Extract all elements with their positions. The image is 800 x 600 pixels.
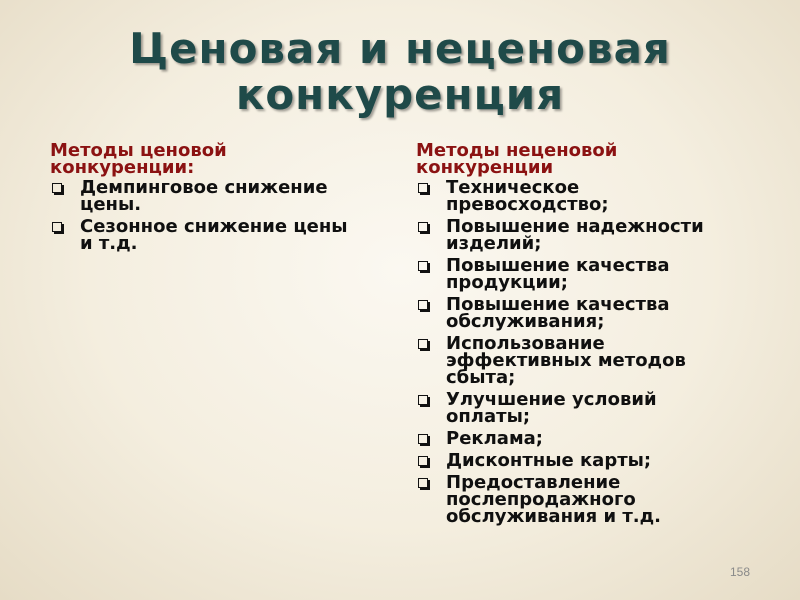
list-item-line: продукции;	[446, 272, 568, 293]
nonprice-methods-heading	[416, 142, 766, 176]
list-item-line: Техническое	[446, 177, 580, 198]
list-item-line: послепродажного	[446, 489, 636, 510]
checkbox-bullet-icon	[418, 300, 428, 310]
price-methods-list	[50, 179, 390, 252]
list-item	[416, 257, 766, 291]
list-item	[416, 474, 766, 525]
list-item	[416, 335, 766, 386]
list-item-line: превосходство;	[446, 194, 609, 215]
price-competition-column	[50, 142, 390, 257]
list-item	[416, 391, 766, 425]
price-methods-heading	[50, 142, 390, 176]
list-item-line: Улучшение условий	[446, 389, 657, 410]
checkbox-bullet-icon	[418, 395, 428, 405]
list-item-line: обслуживания и т.д.	[446, 506, 661, 527]
page-number: 158	[730, 565, 751, 579]
list-item	[416, 296, 766, 330]
list-item-line: Демпинговое снижение	[80, 177, 328, 198]
list-item-line: сбыта;	[446, 367, 516, 388]
list-item-line: оплаты;	[446, 406, 531, 427]
checkbox-bullet-icon	[418, 261, 428, 271]
list-item-line: Сезонное снижение цены	[80, 216, 348, 237]
nonprice-methods-heading-line2: конкуренции	[416, 157, 554, 178]
list-item	[416, 430, 766, 447]
nonprice-methods-list	[416, 179, 766, 525]
list-item	[50, 179, 390, 213]
checkbox-bullet-icon	[418, 434, 428, 444]
checkbox-bullet-icon	[52, 183, 62, 193]
checkbox-bullet-icon	[52, 222, 62, 232]
price-methods-heading-line2: конкуренции:	[50, 157, 195, 178]
price-methods-heading-line1: Методы ценовой	[50, 140, 227, 161]
list-item-line: цены.	[80, 194, 142, 215]
list-item-line: и т.д.	[80, 233, 138, 254]
slide-title-line2: конкуренция	[235, 70, 565, 119]
checkbox-bullet-icon	[418, 456, 428, 466]
list-item-line: Повышение надежности	[446, 216, 704, 237]
checkbox-bullet-icon	[418, 478, 428, 488]
list-item	[416, 452, 766, 469]
list-item-line: Предоставление	[446, 472, 621, 493]
list-item	[50, 218, 390, 252]
list-item	[416, 218, 766, 252]
slide-title	[0, 26, 800, 118]
list-item-line: обслуживания;	[446, 311, 605, 332]
list-item-line: Повышение качества	[446, 255, 670, 276]
list-item-line: Дисконтные карты;	[446, 450, 652, 471]
list-item-line: изделий;	[446, 233, 542, 254]
checkbox-bullet-icon	[418, 339, 428, 349]
checkbox-bullet-icon	[418, 183, 428, 193]
list-item-line: Реклама;	[446, 428, 544, 449]
slide-title-line1: Ценовая и неценовая	[129, 24, 671, 73]
list-item-line: Использование	[446, 333, 605, 354]
nonprice-competition-column	[416, 142, 766, 530]
checkbox-bullet-icon	[418, 222, 428, 232]
list-item-line: эффективных методов	[446, 350, 686, 371]
list-item-line: Повышение качества	[446, 294, 670, 315]
list-item	[416, 179, 766, 213]
nonprice-methods-heading-line1: Методы неценовой	[416, 140, 618, 161]
